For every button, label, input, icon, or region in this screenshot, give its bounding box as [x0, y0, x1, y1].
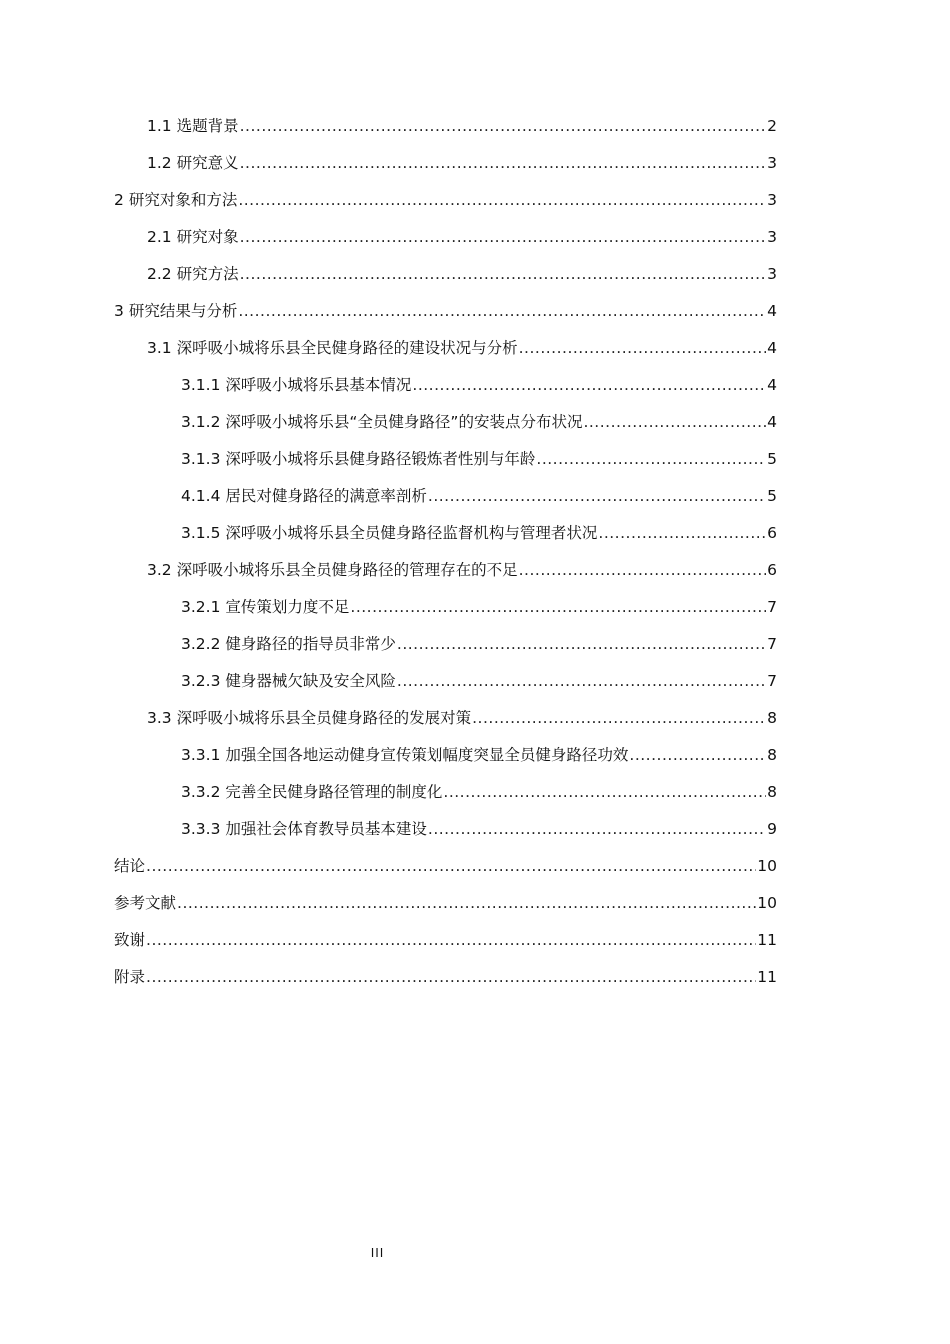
toc-dot-leader — [629, 737, 766, 774]
toc-entry-number: 2.1 — [147, 228, 172, 246]
toc-entry-title — [147, 552, 518, 589]
toc-entry-number: 3 — [114, 302, 124, 320]
toc-entry-page: 11 — [757, 931, 777, 949]
toc-entry-text: 健身器械欠缺及安全风险 — [225, 672, 396, 690]
toc-entry-page: 4 — [767, 376, 777, 394]
toc-entry-page: 4 — [767, 339, 777, 357]
toc-entry-title — [181, 441, 535, 478]
toc-entry-text: 研究对象 — [176, 228, 239, 246]
toc-dot-leader — [146, 959, 756, 996]
toc-entry-number: 3.1 — [147, 339, 172, 357]
toc-dot-leader — [240, 108, 767, 145]
toc-entry-page: 6 — [767, 561, 777, 579]
toc-entry-number: 3.3.3 — [181, 820, 221, 838]
toc-entry[interactable] — [114, 108, 777, 145]
toc-entry-text: 致谢 — [114, 931, 146, 949]
toc-entry-title — [147, 256, 239, 293]
toc-dot-leader — [397, 663, 766, 700]
toc-entry-text: 居民对健身路径的满意率剖析 — [225, 487, 427, 505]
toc-entry[interactable] — [114, 811, 777, 848]
toc-dot-leader — [472, 700, 766, 737]
toc-dot-leader — [146, 848, 756, 885]
toc-entry-number: 3.2.3 — [181, 672, 221, 690]
toc-entry-number: 1.1 — [147, 117, 172, 135]
toc-entry-title — [114, 922, 145, 959]
toc-entry-title — [181, 774, 442, 811]
toc-entry-title — [147, 145, 239, 182]
toc-entry-page: 7 — [767, 598, 777, 616]
toc-entry-text: 研究意义 — [176, 154, 239, 172]
toc-entry-number: 1.2 — [147, 154, 172, 172]
toc-entry-title — [147, 219, 239, 256]
toc-dot-leader — [583, 404, 766, 441]
toc-dot-leader — [238, 293, 766, 330]
toc-entry-text: 深呼吸小城将乐县全员健身路径的发展对策 — [176, 709, 472, 727]
toc-dot-leader — [397, 626, 766, 663]
toc-entry-text: 深呼吸小城将乐县“全员健身路径”的安装点分布状况 — [225, 413, 583, 431]
toc-entry[interactable] — [114, 885, 777, 922]
table-of-contents — [114, 108, 777, 996]
toc-entry-number: 3.1.2 — [181, 413, 221, 431]
toc-entry[interactable] — [114, 478, 777, 515]
toc-entry-number: 4.1.4 — [181, 487, 221, 505]
toc-dot-leader — [519, 330, 767, 367]
toc-entry-text: 深呼吸小城将乐县全民健身路径的建设状况与分析 — [176, 339, 518, 357]
toc-entry-text: 研究方法 — [176, 265, 239, 283]
toc-dot-leader — [412, 367, 766, 404]
toc-dot-leader — [238, 182, 766, 219]
toc-entry[interactable] — [114, 848, 777, 885]
toc-entry-number: 2.2 — [147, 265, 172, 283]
toc-entry-page: 10 — [757, 857, 777, 875]
toc-entry-title — [181, 811, 427, 848]
toc-entry-title — [147, 108, 239, 145]
toc-entry[interactable] — [114, 293, 777, 330]
toc-entry-title — [181, 404, 582, 441]
toc-dot-leader — [428, 811, 766, 848]
toc-entry-page: 9 — [767, 820, 777, 838]
toc-entry-page: 5 — [767, 450, 777, 468]
toc-entry-number: 3.2.2 — [181, 635, 221, 653]
toc-entry-text: 宣传策划力度不足 — [225, 598, 350, 616]
toc-entry[interactable] — [114, 256, 777, 293]
toc-entry[interactable] — [114, 626, 777, 663]
toc-entry[interactable] — [114, 515, 777, 552]
toc-entry[interactable] — [114, 219, 777, 256]
toc-entry-title — [114, 293, 237, 330]
toc-entry-page: 7 — [767, 672, 777, 690]
toc-entry-number: 3.1.5 — [181, 524, 221, 542]
toc-entry-page: 6 — [767, 524, 777, 542]
toc-entry-text: 研究对象和方法 — [128, 191, 238, 209]
toc-entry-number: 2 — [114, 191, 124, 209]
toc-entry-page: 5 — [767, 487, 777, 505]
toc-entry-text: 深呼吸小城将乐县全员健身路径的管理存在的不足 — [176, 561, 518, 579]
toc-entry-text: 参考文献 — [114, 894, 177, 912]
toc-entry-number: 3.1.3 — [181, 450, 221, 468]
toc-entry-page: 8 — [767, 783, 777, 801]
toc-entry-title — [181, 626, 396, 663]
toc-entry-page: 8 — [767, 709, 777, 727]
toc-entry-number: 3.3 — [147, 709, 172, 727]
toc-entry-title — [181, 515, 597, 552]
toc-entry-page: 8 — [767, 746, 777, 764]
toc-entry-text: 健身路径的指导员非常少 — [225, 635, 396, 653]
toc-entry-text: 结论 — [114, 857, 146, 875]
toc-entry[interactable] — [114, 589, 777, 626]
toc-dot-leader — [519, 552, 767, 589]
toc-entry-page: 3 — [767, 265, 777, 283]
toc-entry-text: 附录 — [114, 968, 146, 986]
toc-entry-title — [114, 848, 145, 885]
toc-entry-title — [181, 478, 427, 515]
toc-entry-page: 3 — [767, 191, 777, 209]
toc-entry-number: 3.3.2 — [181, 783, 221, 801]
toc-entry-page: 11 — [757, 968, 777, 986]
toc-entry-title — [114, 959, 145, 996]
toc-dot-leader — [240, 219, 767, 256]
toc-entry[interactable] — [114, 182, 777, 219]
toc-entry-page: 4 — [767, 302, 777, 320]
toc-entry-title — [147, 700, 471, 737]
toc-entry-page: 7 — [767, 635, 777, 653]
toc-entry[interactable] — [114, 145, 777, 182]
toc-entry[interactable] — [114, 441, 777, 478]
toc-entry-title — [181, 589, 349, 626]
toc-dot-leader — [240, 256, 767, 293]
toc-entry-title — [181, 367, 411, 404]
toc-dot-leader — [177, 885, 756, 922]
toc-entry-text: 研究结果与分析 — [128, 302, 238, 320]
toc-entry-number: 3.2 — [147, 561, 172, 579]
toc-entry-page: 4 — [767, 413, 777, 431]
toc-entry-title — [181, 663, 396, 700]
toc-entry-number: 3.3.1 — [181, 746, 221, 764]
toc-entry[interactable] — [114, 552, 777, 589]
toc-dot-leader — [240, 145, 767, 182]
toc-entry[interactable] — [114, 367, 777, 404]
toc-entry-page: 3 — [767, 228, 777, 246]
toc-dot-leader — [428, 478, 766, 515]
toc-entry-title — [147, 330, 518, 367]
toc-entry[interactable] — [114, 663, 777, 700]
toc-entry-page: 2 — [767, 117, 777, 135]
page-footer-number: III — [370, 1246, 385, 1260]
toc-dot-leader — [146, 922, 756, 959]
toc-dot-leader — [598, 515, 766, 552]
toc-entry-text: 深呼吸小城将乐县基本情况 — [225, 376, 412, 394]
toc-entry-text: 加强社会体育教导员基本建设 — [225, 820, 427, 838]
toc-dot-leader — [536, 441, 766, 478]
toc-entry[interactable] — [114, 774, 777, 811]
toc-entry[interactable] — [114, 737, 777, 774]
toc-dot-leader — [350, 589, 766, 626]
toc-entry-number: 3.1.1 — [181, 376, 221, 394]
toc-entry-text: 深呼吸小城将乐县健身路径锻炼者性别与年龄 — [225, 450, 536, 468]
toc-entry[interactable] — [114, 959, 777, 996]
toc-entry[interactable] — [114, 922, 777, 959]
toc-entry-page: 10 — [757, 894, 777, 912]
toc-entry[interactable] — [114, 330, 777, 367]
toc-entry-title — [181, 737, 628, 774]
toc-entry[interactable] — [114, 404, 777, 441]
toc-entry[interactable] — [114, 700, 777, 737]
toc-entry-number: 3.2.1 — [181, 598, 221, 616]
toc-entry-page: 3 — [767, 154, 777, 172]
toc-entry-text: 完善全民健身路径管理的制度化 — [225, 783, 443, 801]
toc-entry-title — [114, 885, 176, 922]
toc-entry-text: 深呼吸小城将乐县全员健身路径监督机构与管理者状况 — [225, 524, 598, 542]
toc-entry-text: 选题背景 — [176, 117, 239, 135]
toc-entry-title — [114, 182, 237, 219]
toc-entry-text: 加强全国各地运动健身宣传策划幅度突显全员健身路径功效 — [225, 746, 629, 764]
toc-dot-leader — [443, 774, 766, 811]
